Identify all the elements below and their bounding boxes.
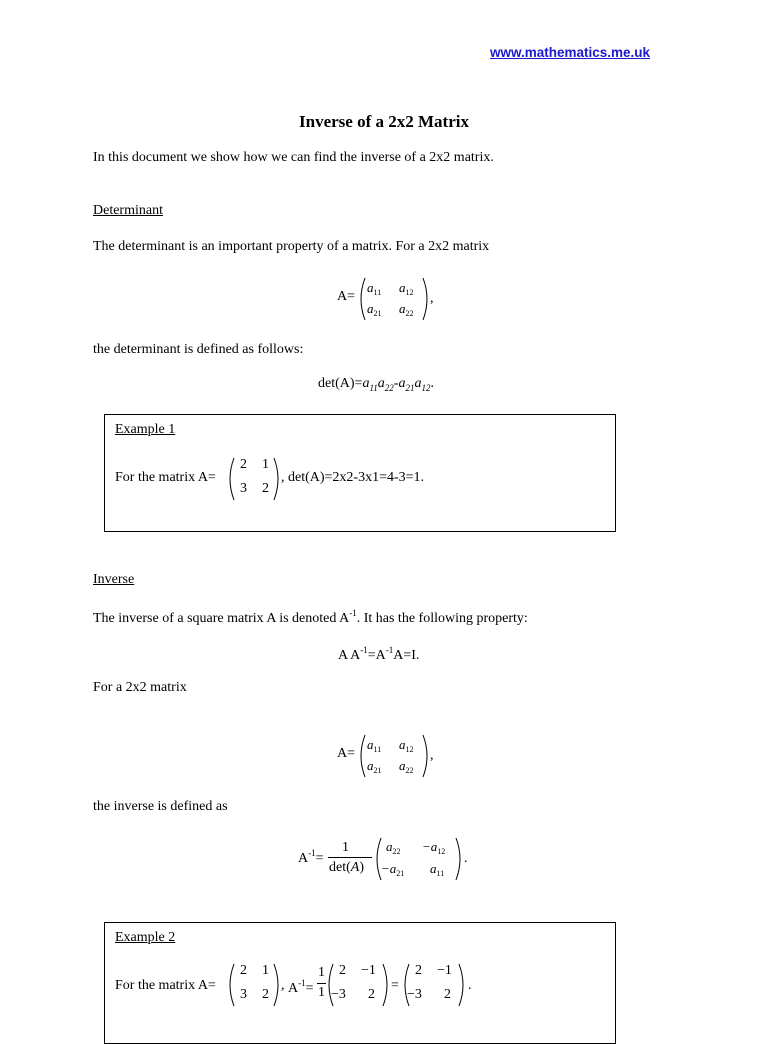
inverse-superscript: -1 <box>349 608 357 618</box>
formula-prefix: det(A)= <box>318 376 363 391</box>
matrix-cell: $-a_{12}$ <box>422 839 446 856</box>
fraction-denominator: det(A) <box>329 860 364 875</box>
example-1-text-before: For the matrix A= <box>115 470 216 485</box>
for-2x2-text: For a 2x2 matrix <box>93 680 187 695</box>
matrix-cell: 3 <box>240 481 247 496</box>
determinant-formula: $\det(A)=a_{11}a_{22}-a_{21}a_{12}$. <box>318 376 434 393</box>
matrix-cell: $-a_{21}$ <box>381 861 405 878</box>
matrix-cell: −3 <box>331 987 346 1002</box>
matrix-cell: $a_{22}$ <box>399 758 414 775</box>
equals-sign: = <box>391 978 399 993</box>
inverse-defined-text: the inverse is defined as <box>93 799 228 814</box>
comma: , <box>281 978 285 993</box>
matrix-lhs: A= <box>337 289 356 304</box>
matrix-cell: 2 <box>339 963 346 978</box>
matrix-cell: $a_{21}$ <box>367 758 382 775</box>
inverse-text-part2: . It has the following property: <box>356 611 528 626</box>
period: . <box>468 978 472 993</box>
inverse-formula <box>298 835 478 883</box>
determinant-text: The determinant is an important property of a matrix. For a 2x2 matrix <box>93 239 490 254</box>
example-1-box <box>104 414 616 532</box>
matrix-cell: −1 <box>361 963 376 978</box>
left-paren <box>226 457 236 501</box>
matrix-cell: −3 <box>407 987 422 1002</box>
inverse-text-part1: The inverse of a square matrix A is denoted A <box>93 611 350 626</box>
matrix-cell: $a_{22}$ <box>386 839 401 856</box>
inverse-property: A $A^{-1}=A^{-1}A=I$. <box>338 645 420 663</box>
section-heading-inverse: Inverse <box>93 572 135 587</box>
matrix-cell: $a_{22}$ <box>399 301 414 318</box>
fraction-denominator: 1 <box>318 985 325 1000</box>
matrix-cell: 2 <box>368 987 375 1002</box>
inverse-lhs: $A^{-1}=$ <box>288 978 314 996</box>
right-paren <box>381 963 391 1007</box>
matrix-cell: −1 <box>437 963 452 978</box>
example-2-box <box>104 922 616 1044</box>
inverse-text <box>93 608 528 627</box>
matrix-cell: $a_{11}$ <box>430 861 445 878</box>
example-1-heading: Example 1 <box>115 422 176 437</box>
matrix-cell: 1 <box>262 963 269 978</box>
right-paren <box>457 963 467 1007</box>
example-1-text-after: , det(A)=2x2-3x1=4-3=1. <box>281 470 425 485</box>
matrix-cell: 2 <box>415 963 422 978</box>
left-paren <box>226 963 236 1007</box>
fraction-numerator: 1 <box>342 840 349 855</box>
general-matrix-2 <box>337 734 457 778</box>
fraction-bar <box>328 857 372 858</box>
matrix-cell: 2 <box>262 481 269 496</box>
matrix-cell: $a_{12}$ <box>399 737 414 754</box>
comma: , <box>430 748 434 763</box>
matrix-lhs: A= <box>337 746 356 761</box>
matrix-cell: $a_{11}$ <box>367 280 382 297</box>
matrix-cell: 2 <box>262 987 269 1002</box>
left-paren <box>357 734 367 778</box>
example-2-heading: Example 2 <box>115 930 176 945</box>
page-title: Inverse of a 2x2 Matrix <box>299 112 469 131</box>
section-heading-determinant: Determinant <box>93 203 163 218</box>
left-paren <box>357 277 367 321</box>
matrix-cell: $a_{21}$ <box>367 301 382 318</box>
general-matrix-1 <box>337 277 457 321</box>
matrix-cell: 1 <box>262 457 269 472</box>
fraction-numerator: 1 <box>318 965 325 980</box>
matrix-cell: $a_{12}$ <box>399 280 414 297</box>
period: . <box>464 851 468 866</box>
inverse-lhs: $A^{-1}=$ <box>298 848 324 866</box>
comma: , <box>430 291 434 306</box>
matrix-cell: $a_{11}$ <box>367 737 382 754</box>
right-paren <box>454 837 464 881</box>
intro-text: In this document we show how we can find the inverse of a 2x2 matrix. <box>93 150 494 165</box>
matrix-cell: 2 <box>240 457 247 472</box>
example-2-text-before: For the matrix A= <box>115 978 216 993</box>
matrix-cell: 2 <box>240 963 247 978</box>
matrix-cell: 3 <box>240 987 247 1002</box>
matrix-cell: 2 <box>444 987 451 1002</box>
determinant-defined-text: the determinant is defined as follows: <box>93 342 304 357</box>
site-link[interactable]: www.mathematics.me.uk <box>490 45 651 60</box>
